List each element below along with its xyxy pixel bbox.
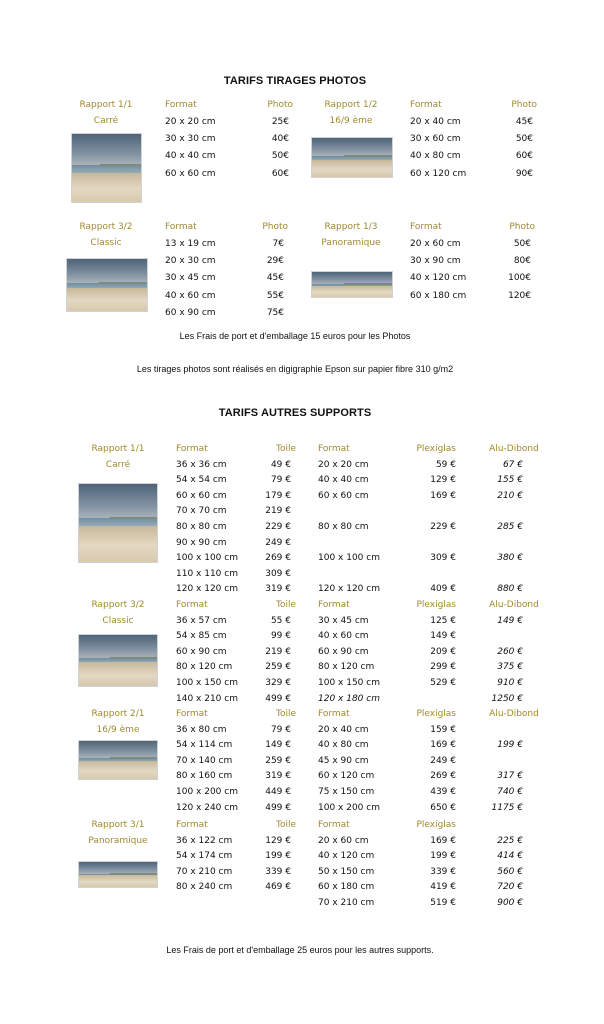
toile-format-cell: 110 x 110 cm [176, 568, 238, 579]
photos-title: TARIFS TIRAGES PHOTOS [223, 75, 367, 87]
price-cell: 75€ [266, 307, 284, 318]
toile-format-cell: 140 x 210 cm [176, 693, 238, 704]
price-cell: 29€ [266, 256, 284, 267]
toile-format-cell: 80 x 240 cm [176, 882, 233, 893]
alu-dibond-price-cell: 375 € [497, 662, 523, 673]
price-cell: 45€ [266, 273, 284, 284]
format-cell: 40 x 40 cm [165, 151, 216, 162]
plexi-format-cell: 70 x 210 cm [318, 897, 375, 908]
plexi-format-cell: 120 x 180 cm [318, 693, 380, 704]
alu-dibond-price-cell: 1175 € [491, 802, 523, 813]
toile-price-cell: 269 € [265, 553, 291, 564]
price-cell: 25€ [271, 117, 289, 127]
price-cell: 100€ [508, 273, 531, 284]
alu-dibond-price-cell: 155 € [497, 475, 523, 486]
ratio-subtitle: Classic [90, 238, 122, 248]
toile-header: Toile [275, 600, 296, 610]
plexi-format-cell: 80 x 80 cm [318, 521, 369, 532]
toile-header: Toile [275, 820, 296, 830]
toile-price-cell: 259 € [265, 662, 291, 673]
plexiglas-price-cell: 419 € [430, 882, 456, 893]
ratio-subtitle: 16/9 ème [329, 116, 373, 126]
toile-price-cell: 55 € [270, 615, 291, 626]
alu-dibond-price-cell: 199 € [497, 740, 523, 751]
format-header: Format [176, 600, 208, 610]
alu-dibond-price-cell: 67 € [502, 459, 523, 470]
plexi-format-cell: 100 x 200 cm [318, 802, 380, 813]
plexi-format-cell: 20 x 60 cm [318, 835, 369, 846]
price-cell: 45€ [515, 117, 533, 127]
toile-price-cell: 79 € [270, 475, 291, 486]
ratio-subtitle: Carré [105, 460, 131, 470]
price-cell: 60€ [271, 168, 289, 179]
plexiglas-header: Plexiglas [416, 600, 456, 610]
price-cell: 50€ [515, 134, 533, 145]
format-cell: 40 x 80 cm [410, 151, 461, 162]
beach-photo [66, 258, 148, 312]
plexiglas-price-cell: 269 € [430, 771, 456, 782]
beach-photo [71, 133, 142, 203]
toile-price-cell: 49 € [270, 459, 291, 470]
plexiglas-price-cell: 409 € [430, 584, 456, 595]
format-cell: 40 x 120 cm [410, 273, 467, 284]
ratio-label: Rapport 1/2 [324, 100, 378, 110]
toile-price-cell: 149 € [265, 740, 291, 751]
toile-format-cell: 54 x 114 cm [176, 740, 233, 751]
alu-dibond-price-cell: 225 € [497, 835, 523, 846]
toile-format-cell: 80 x 160 cm [176, 771, 233, 782]
format-header: Format [176, 444, 208, 454]
plexiglas-price-cell: 519 € [430, 897, 456, 908]
plexi-format-cell: 80 x 120 cm [318, 662, 375, 673]
format-header: Format [318, 600, 350, 610]
plexi-format-cell: 75 x 150 cm [318, 786, 375, 797]
price-cell: 50€ [513, 239, 531, 249]
toile-price-cell: 219 € [265, 646, 291, 657]
plexiglas-price-cell: 59 € [435, 459, 456, 470]
alu-dibond-price-cell: 720 € [497, 882, 523, 893]
photo-price-header: Photo [267, 100, 293, 110]
plexiglas-price-cell: 229 € [430, 521, 456, 532]
format-cell: 60 x 60 cm [165, 168, 216, 179]
photo-price-header: Photo [509, 222, 535, 232]
toile-format-cell: 60 x 90 cm [176, 646, 227, 657]
format-cell: 60 x 90 cm [165, 307, 216, 318]
ratio-subtitle: Panoramique [88, 836, 148, 846]
plexi-format-cell: 40 x 60 cm [318, 631, 369, 642]
toile-format-cell: 36 x 57 cm [176, 615, 227, 626]
toile-price-cell: 339 € [265, 866, 291, 877]
alu-dibond-price-cell: 380 € [497, 553, 523, 564]
toile-header: Toile [275, 444, 296, 454]
alu-dibond-price-cell: 880 € [497, 584, 523, 595]
alu-dibond-price-cell: 560 € [497, 866, 523, 877]
beach-photo [78, 634, 158, 687]
plexiglas-header: Plexiglas [416, 820, 456, 830]
toile-format-cell: 100 x 200 cm [176, 786, 238, 797]
toile-price-cell: 319 € [265, 584, 291, 595]
format-header: Format [318, 820, 350, 830]
toile-price-cell: 449 € [265, 786, 291, 797]
price-cell: 80€ [513, 256, 531, 267]
ratio-subtitle: Panoramique [321, 238, 381, 248]
alu-dibond-price-cell: 910 € [497, 677, 523, 688]
format-cell: 30 x 90 cm [410, 256, 461, 267]
photo-price-header: Photo [511, 100, 537, 110]
plexiglas-price-cell: 650 € [430, 802, 456, 813]
plexiglas-price-cell: 439 € [430, 786, 456, 797]
toile-format-cell: 36 x 80 cm [176, 724, 227, 735]
format-cell: 20 x 20 cm [165, 117, 216, 127]
toile-format-cell: 100 x 100 cm [176, 553, 238, 564]
plexi-format-cell: 20 x 40 cm [318, 724, 369, 735]
ratio-label: Rapport 1/3 [324, 222, 378, 232]
toile-format-cell: 70 x 70 cm [176, 506, 227, 517]
alu-dibond-price-cell: 285 € [497, 521, 523, 532]
format-header: Format [165, 100, 197, 110]
alu-dibond-price-cell: 900 € [497, 897, 523, 908]
ratio-label: Rapport 1/1 [79, 100, 133, 110]
toile-format-cell: 36 x 122 cm [176, 835, 233, 846]
plexi-format-cell: 30 x 45 cm [318, 615, 369, 626]
alu-dibond-price-cell: 210 € [497, 490, 523, 501]
toile-format-cell: 54 x 85 cm [176, 631, 227, 642]
alu-dibond-header: Alu-Dibond [489, 709, 539, 719]
photos-shipping-note: Les Frais de port et d'emballage 15 euros pour les Photos [179, 331, 411, 341]
toile-price-cell: 499 € [265, 693, 291, 704]
price-cell: 40€ [271, 134, 289, 145]
format-header: Format [410, 222, 442, 232]
alu-dibond-price-cell: 149 € [497, 615, 523, 626]
toile-format-cell: 90 x 90 cm [176, 537, 227, 548]
format-cell: 40 x 60 cm [165, 290, 216, 301]
format-cell: 30 x 45 cm [165, 273, 216, 284]
alu-dibond-price-cell: 317 € [497, 771, 523, 782]
toile-format-cell: 60 x 60 cm [176, 490, 227, 501]
toile-price-cell: 259 € [265, 755, 291, 766]
alu-dibond-price-cell: 414 € [497, 851, 523, 862]
ratio-label: Rapport 3/1 [91, 820, 145, 830]
plexi-format-cell: 20 x 20 cm [318, 459, 369, 470]
photo-price-header: Photo [262, 222, 288, 232]
ratio-subtitle: Classic [102, 616, 134, 626]
ratio-label: Rapport 3/2 [79, 222, 133, 232]
ratio-label: Rapport 2/1 [91, 709, 145, 719]
beach-photo [311, 137, 393, 178]
supports-title: TARIFS AUTRES SUPPORTS [218, 407, 372, 419]
plexiglas-price-cell: 169 € [430, 490, 456, 501]
plexi-format-cell: 45 x 90 cm [318, 755, 369, 766]
toile-format-cell: 54 x 174 cm [176, 851, 233, 862]
toile-format-cell: 120 x 240 cm [176, 802, 238, 813]
plexiglas-price-cell: 129 € [430, 475, 456, 486]
ratio-label: Rapport 3/2 [91, 600, 145, 610]
plexiglas-price-cell: 299 € [430, 662, 456, 673]
plexi-format-cell: 50 x 150 cm [318, 866, 375, 877]
format-cell: 20 x 40 cm [410, 117, 461, 127]
format-header: Format [176, 820, 208, 830]
toile-price-cell: 249 € [265, 537, 291, 548]
format-cell: 60 x 180 cm [410, 290, 467, 301]
plexi-format-cell: 40 x 40 cm [318, 475, 369, 486]
plexiglas-price-cell: 309 € [430, 553, 456, 564]
alu-dibond-price-cell: 740 € [497, 786, 523, 797]
toile-price-cell: 99 € [270, 631, 291, 642]
price-cell: 120€ [508, 290, 531, 301]
plexi-format-cell: 40 x 120 cm [318, 851, 375, 862]
format-header: Format [410, 100, 442, 110]
plexiglas-price-cell: 125 € [430, 615, 456, 626]
photos-paper-note: Les tirages photos sont réalisés en digigraphie Epson sur papier fibre 310 g/m2 [136, 364, 454, 374]
format-header: Format [176, 709, 208, 719]
plexiglas-price-cell: 199 € [430, 851, 456, 862]
toile-price-cell: 319 € [265, 771, 291, 782]
toile-price-cell: 499 € [265, 802, 291, 813]
price-cell: 90€ [515, 168, 533, 179]
beach-photo [311, 271, 393, 298]
plexiglas-header: Plexiglas [416, 709, 456, 719]
format-cell: 13 x 19 cm [165, 239, 216, 249]
toile-format-cell: 70 x 210 cm [176, 866, 233, 877]
toile-price-cell: 329 € [265, 677, 291, 688]
alu-dibond-price-cell: 1250 € [491, 693, 523, 704]
toile-format-cell: 54 x 54 cm [176, 475, 227, 486]
plexi-format-cell: 60 x 90 cm [318, 646, 369, 657]
toile-price-cell: 219 € [265, 506, 291, 517]
toile-header: Toile [275, 709, 296, 719]
plexi-format-cell: 60 x 60 cm [318, 490, 369, 501]
toile-price-cell: 179 € [265, 490, 291, 501]
beach-photo [78, 483, 158, 563]
plexi-format-cell: 60 x 180 cm [318, 882, 375, 893]
plexiglas-price-cell: 209 € [430, 646, 456, 657]
price-cell: 7€ [272, 239, 284, 249]
format-cell: 30 x 60 cm [410, 134, 461, 145]
toile-price-cell: 229 € [265, 521, 291, 532]
toile-format-cell: 80 x 80 cm [176, 521, 227, 532]
toile-format-cell: 70 x 140 cm [176, 755, 233, 766]
plexi-format-cell: 120 x 120 cm [318, 584, 380, 595]
format-header: Format [318, 709, 350, 719]
format-cell: 20 x 30 cm [165, 256, 216, 267]
ratio-subtitle: 16/9 ème [96, 725, 140, 735]
ratio-label: Rapport 1/1 [91, 444, 145, 454]
toile-format-cell: 80 x 120 cm [176, 662, 233, 673]
plexi-format-cell: 60 x 120 cm [318, 771, 375, 782]
plexiglas-header: Plexiglas [416, 444, 456, 454]
ratio-subtitle: Carré [93, 116, 119, 126]
price-cell: 50€ [271, 151, 289, 162]
plexi-format-cell: 100 x 150 cm [318, 677, 380, 688]
toile-format-cell: 36 x 36 cm [176, 459, 227, 470]
format-cell: 30 x 30 cm [165, 134, 216, 145]
toile-price-cell: 199 € [265, 851, 291, 862]
plexi-format-cell: 40 x 80 cm [318, 740, 369, 751]
plexiglas-price-cell: 169 € [430, 740, 456, 751]
price-cell: 55€ [266, 290, 284, 301]
plexiglas-price-cell: 149 € [430, 631, 456, 642]
alu-dibond-header: Alu-Dibond [489, 444, 539, 454]
format-cell: 60 x 120 cm [410, 168, 467, 179]
toile-price-cell: 309 € [265, 568, 291, 579]
plexiglas-price-cell: 339 € [430, 866, 456, 877]
price-cell: 60€ [515, 151, 533, 162]
toile-format-cell: 120 x 120 cm [176, 584, 238, 595]
toile-price-cell: 79 € [270, 724, 291, 735]
plexi-format-cell: 100 x 100 cm [318, 553, 380, 564]
toile-price-cell: 129 € [265, 835, 291, 846]
supports-shipping-note: Les Frais de port et d'emballage 25 euros pour les autres supports. [166, 945, 434, 955]
format-header: Format [165, 222, 197, 232]
plexiglas-price-cell: 159 € [430, 724, 456, 735]
plexiglas-price-cell: 529 € [430, 677, 456, 688]
plexiglas-price-cell: 169 € [430, 835, 456, 846]
alu-dibond-price-cell: 260 € [497, 646, 523, 657]
toile-price-cell: 469 € [265, 882, 291, 893]
toile-format-cell: 100 x 150 cm [176, 677, 238, 688]
plexiglas-price-cell: 249 € [430, 755, 456, 766]
format-cell: 20 x 60 cm [410, 239, 461, 249]
format-header: Format [318, 444, 350, 454]
alu-dibond-header: Alu-Dibond [489, 600, 539, 610]
beach-photo [78, 861, 158, 888]
beach-photo [78, 740, 158, 780]
